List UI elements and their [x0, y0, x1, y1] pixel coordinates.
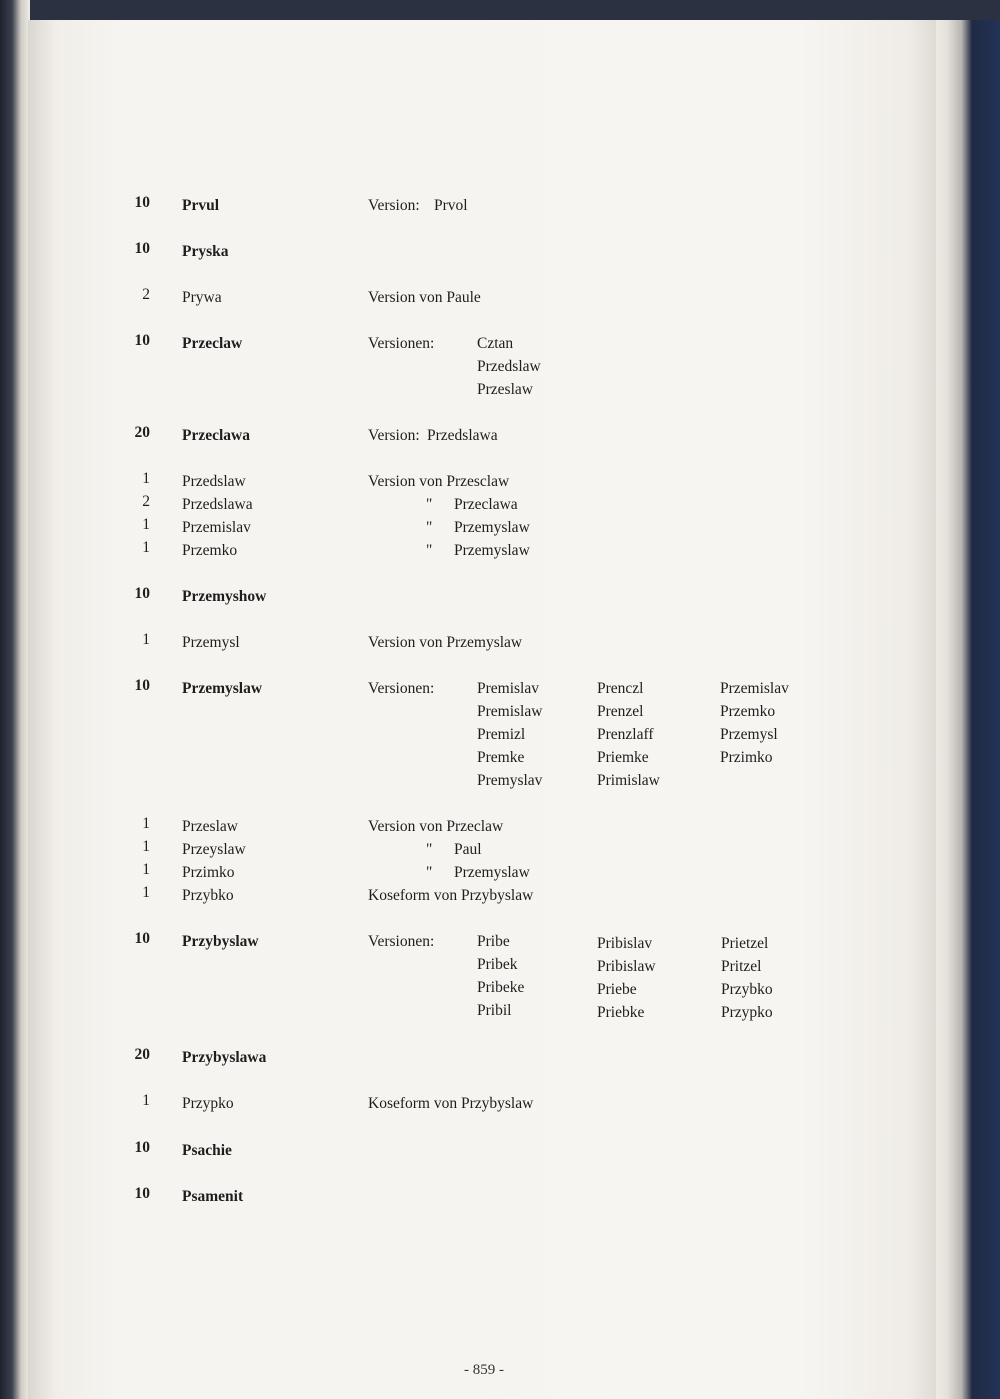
entry-name: Przemko	[182, 542, 238, 559]
entry-count: 1	[142, 470, 150, 487]
entry-value: Paul	[454, 841, 482, 858]
entry-value: Przedslawa	[427, 427, 498, 444]
entry-name: Psachie	[182, 1142, 232, 1159]
version-item: Przemko	[720, 703, 776, 720]
version-item: Prenzlaff	[597, 726, 654, 743]
entry-count: 1	[142, 884, 150, 901]
entry-name: Przimko	[182, 864, 235, 881]
book-edge-right	[930, 20, 1000, 1399]
entry-count: 1	[142, 516, 150, 533]
entry-name: Przeclawa	[182, 427, 250, 444]
entry-count: 2	[142, 493, 150, 510]
entry-name: Przeyslaw	[182, 841, 246, 858]
version-item: Pribislaw	[597, 958, 656, 975]
entry-label: Versionen:	[368, 933, 435, 950]
entry-name: Przemislav	[182, 519, 251, 536]
entry-text: Version von Przesclaw	[368, 473, 510, 490]
entry-text: Version von Przemyslaw	[368, 634, 523, 651]
version-item: Primislaw	[597, 772, 660, 789]
version-item: Przimko	[720, 749, 773, 766]
version-item: Cztan	[477, 335, 514, 352]
version-item: Premyslav	[477, 772, 543, 789]
version-item: Premke	[477, 749, 525, 766]
entry-name: Przedslawa	[182, 496, 253, 513]
version-item: Przeslaw	[477, 381, 533, 398]
book-page	[28, 20, 936, 1399]
entry-count: 1	[142, 1092, 150, 1109]
entry-name: Przypko	[182, 1095, 234, 1112]
entry-label: Versionen:	[368, 335, 435, 352]
version-item: Pribislav	[597, 935, 653, 952]
entry-count: 2	[142, 286, 150, 303]
entry-name: Przybyslawa	[182, 1049, 267, 1066]
entry-count: 1	[142, 815, 150, 832]
version-item: Przedslaw	[477, 358, 541, 375]
entry-name: Przybko	[182, 887, 234, 904]
entry-count: 10	[134, 585, 150, 602]
version-item: Premislaw	[477, 703, 543, 720]
ditto-mark: "	[426, 542, 433, 559]
entry-value: Przeclawa	[454, 496, 518, 513]
entry-count: 10	[134, 194, 150, 211]
entry-count: 1	[142, 838, 150, 855]
version-item: Pritzel	[721, 958, 762, 975]
entry-name: Przemysl	[182, 634, 240, 651]
entry-name: Przedslaw	[182, 473, 246, 490]
entry-count: 1	[142, 631, 150, 648]
entry-text: Version von Paule	[368, 289, 481, 306]
entry-text: Koseform von Przybyslaw	[368, 1095, 534, 1112]
entry-name: Pryska	[182, 243, 229, 260]
version-item: Przypko	[721, 1004, 773, 1021]
entry-count: 10	[134, 930, 150, 947]
entry-count: 1	[142, 861, 150, 878]
entry-label: Version:	[368, 427, 420, 444]
entry-count: 10	[134, 240, 150, 257]
entry-name: Psamenit	[182, 1188, 244, 1205]
entry-text: Version von Przeclaw	[368, 818, 504, 835]
entry-value: Przemyslaw	[454, 864, 530, 881]
version-item: Pribil	[477, 1002, 512, 1019]
version-item: Priebke	[597, 1004, 645, 1021]
entry-name: Przemyslaw	[182, 680, 263, 697]
page-number: - 859 -	[464, 1362, 504, 1378]
ditto-mark: "	[426, 864, 433, 881]
ditto-mark: "	[426, 496, 433, 513]
ditto-mark: "	[426, 519, 433, 536]
entry-name: Przybyslaw	[182, 933, 259, 950]
entry-value: Przemyslaw	[454, 542, 530, 559]
entry-count: 10	[134, 1139, 150, 1156]
version-item: Premizl	[477, 726, 526, 743]
book-spine-left	[0, 0, 30, 1399]
entry-count: 20	[134, 1046, 150, 1063]
entry-name: Prywa	[182, 289, 222, 306]
entry-count: 10	[134, 332, 150, 349]
version-item: Pribek	[477, 956, 518, 973]
version-item: Priemke	[597, 749, 649, 766]
version-item: Priebe	[597, 981, 637, 998]
version-item: Przemislav	[720, 680, 789, 697]
entry-name: Przeclaw	[182, 335, 243, 352]
version-item: Prenzel	[597, 703, 644, 720]
version-item: Pribe	[477, 933, 510, 950]
entry-name: Przeslaw	[182, 818, 238, 835]
version-item: Pribeke	[477, 979, 525, 996]
version-item: Przybko	[721, 981, 773, 998]
entry-count: 10	[134, 1185, 150, 1202]
version-item: Prietzel	[721, 935, 769, 952]
entry-label: Versionen:	[368, 680, 435, 697]
entry-name: Prvul	[182, 197, 220, 214]
entry-count: 10	[134, 677, 150, 694]
entry-count: 20	[134, 424, 150, 441]
entry-label: Version:	[368, 197, 420, 214]
version-item: Prenczl	[597, 680, 644, 697]
version-item: Przemysl	[720, 726, 778, 743]
entry-text: Koseform von Przybyslaw	[368, 887, 534, 904]
entry-count: 1	[142, 539, 150, 556]
entry-value: Przemyslaw	[454, 519, 530, 536]
entry-name: Przemyshow	[182, 588, 267, 605]
ditto-mark: "	[426, 841, 433, 858]
version-item: Premislav	[477, 680, 539, 697]
entry-value: Prvol	[434, 197, 468, 214]
